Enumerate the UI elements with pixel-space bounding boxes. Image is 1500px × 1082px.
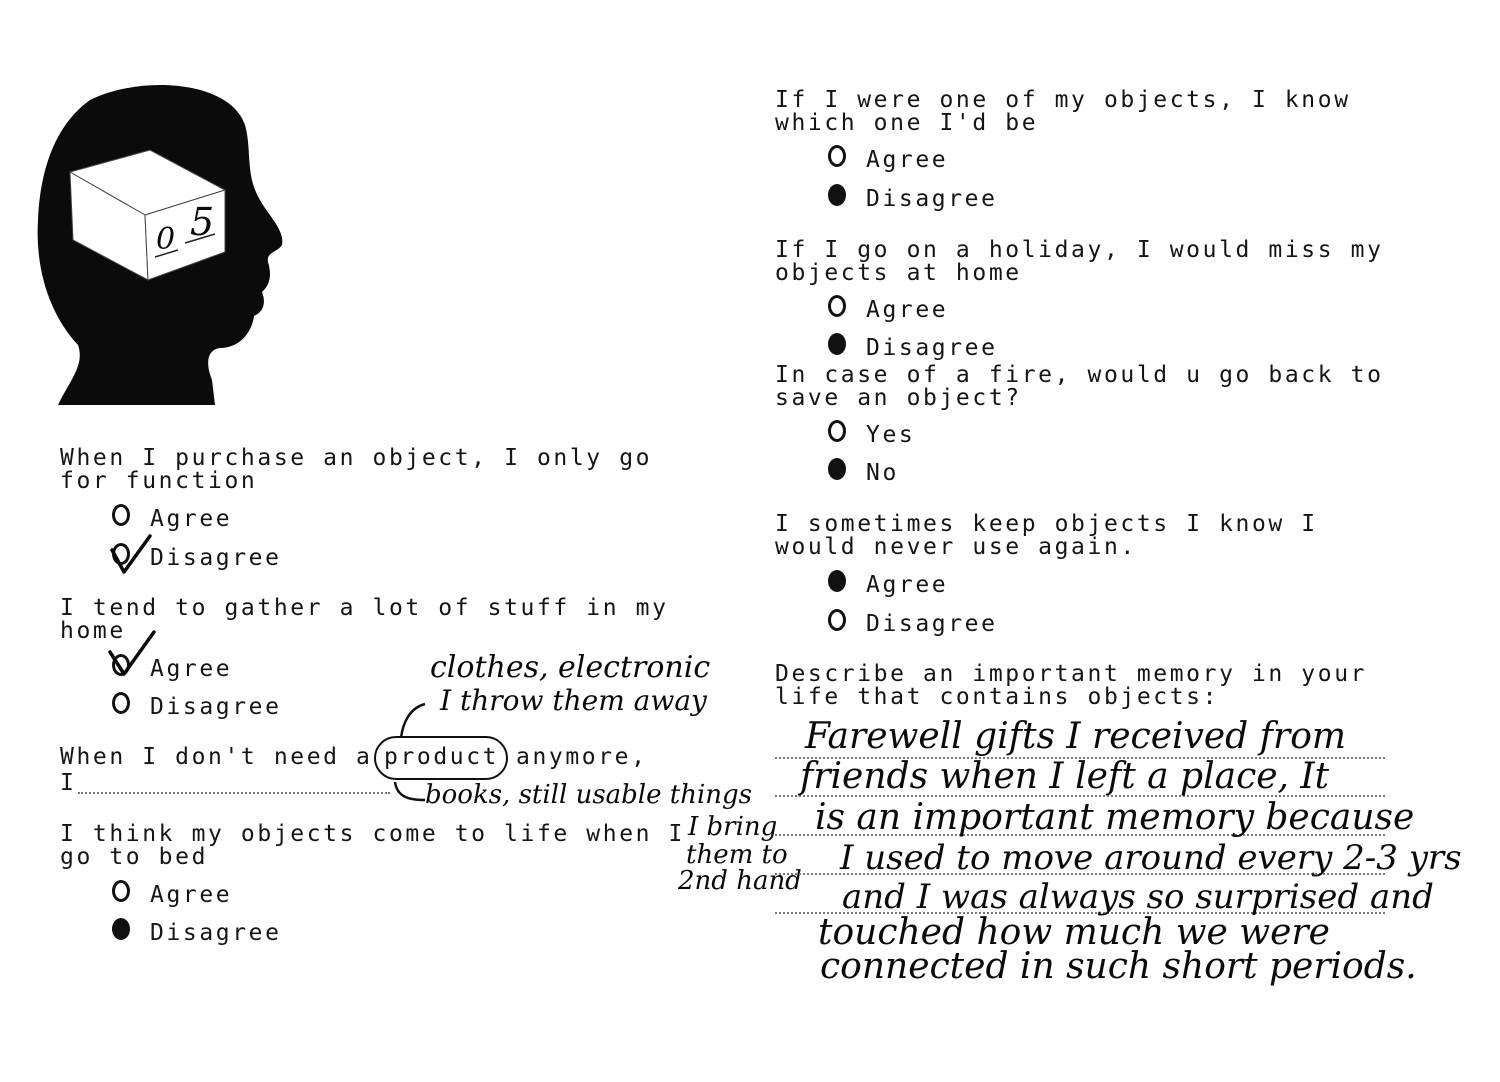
handwritten-note-side-2: them to [686, 840, 788, 870]
question-3-line-1b: anymore, [516, 744, 648, 770]
q7-no-label: No [866, 460, 899, 486]
memory-line-1: Farewell gifts I received from [805, 716, 1347, 757]
q2-disagree-radio[interactable] [112, 692, 130, 714]
checkmark-icon [108, 532, 154, 578]
handwritten-note-side-1: I bring [688, 812, 778, 842]
question-5-line-1: If I were one of my objects, I know [775, 87, 1351, 113]
q1-agree-radio[interactable] [112, 504, 130, 526]
memory-line-6: touched how much we were [818, 912, 1330, 953]
question-4-line-2: go to bed [60, 844, 209, 870]
q1-agree-label: Agree [150, 506, 233, 532]
handwritten-note-top-1: clothes, electronic [430, 650, 711, 685]
question-9-line-1: Describe an important memory in your [775, 661, 1368, 687]
q5-agree-label: Agree [866, 147, 949, 173]
q4-agree-radio[interactable] [112, 880, 130, 902]
question-3-line-1a: When I don't need a [60, 744, 373, 770]
question-1-line-2: for function [60, 468, 258, 494]
q7-yes-radio[interactable] [828, 420, 846, 442]
q4-agree-label: Agree [150, 882, 233, 908]
q7-no-radio[interactable] [828, 458, 846, 480]
q4-disagree-label: Disagree [150, 920, 282, 946]
memory-line-2: friends when I left a place, It [800, 756, 1330, 797]
q8-disagree-radio[interactable] [828, 609, 846, 631]
question-2-line-1: I tend to gather a lot of stuff in my [60, 595, 669, 621]
question-8-line-2: would never use again. [775, 534, 1137, 560]
question-6-line-2: objects at home [775, 260, 1022, 286]
memory-line-5: and I was always so surprised and [842, 877, 1434, 917]
q5-disagree-radio[interactable] [828, 184, 846, 206]
question-8-line-1: I sometimes keep objects I know I [775, 511, 1318, 537]
q5-agree-radio[interactable] [828, 145, 846, 167]
question-7-line-2: save an object? [775, 385, 1022, 411]
q8-agree-label: Agree [866, 572, 949, 598]
q8-disagree-label: Disagree [866, 611, 998, 637]
question-2-line-2: home [60, 618, 126, 644]
question-4-line-1: I think my objects come to life when I [60, 821, 685, 847]
memory-line-7: connected in such short periods. [820, 946, 1417, 987]
badge-number-5: 5 [190, 200, 215, 244]
memory-line-4: I used to move around every 2-3 yrs [840, 838, 1462, 878]
q1-disagree-label: Disagree [150, 545, 282, 571]
question-6-line-1: If I go on a holiday, I would miss my [775, 237, 1384, 263]
q6-disagree-label: Disagree [866, 335, 998, 361]
handwritten-note-side-3: 2nd hand [678, 866, 802, 896]
question-7-line-1: In case of a fire, would u go back to [775, 362, 1384, 388]
memory-line-3: is an important memory because [815, 797, 1415, 838]
q5-disagree-label: Disagree [866, 186, 998, 212]
answer-line[interactable] [78, 792, 390, 794]
q6-agree-label: Agree [866, 297, 949, 323]
q6-disagree-radio[interactable] [828, 333, 846, 355]
handwritten-note-middle: books, still usable things [425, 780, 753, 810]
q2-disagree-label: Disagree [150, 694, 282, 720]
question-1-line-1: When I purchase an object, I only go [60, 445, 653, 471]
question-3-circled-word: product [384, 744, 500, 770]
handwritten-note-top-2: I throw them away [440, 684, 707, 717]
q6-agree-radio[interactable] [828, 295, 846, 317]
q8-agree-radio[interactable] [828, 570, 846, 592]
question-3-line-2: I [60, 770, 77, 796]
q2-agree-label: Agree [150, 656, 233, 682]
q7-yes-label: Yes [866, 422, 916, 448]
q4-disagree-radio[interactable] [112, 918, 130, 940]
badge-number-0: 0 [156, 222, 176, 257]
question-9-line-2: life that contains objects: [775, 684, 1220, 710]
question-5-line-2: which one I'd be [775, 110, 1039, 136]
